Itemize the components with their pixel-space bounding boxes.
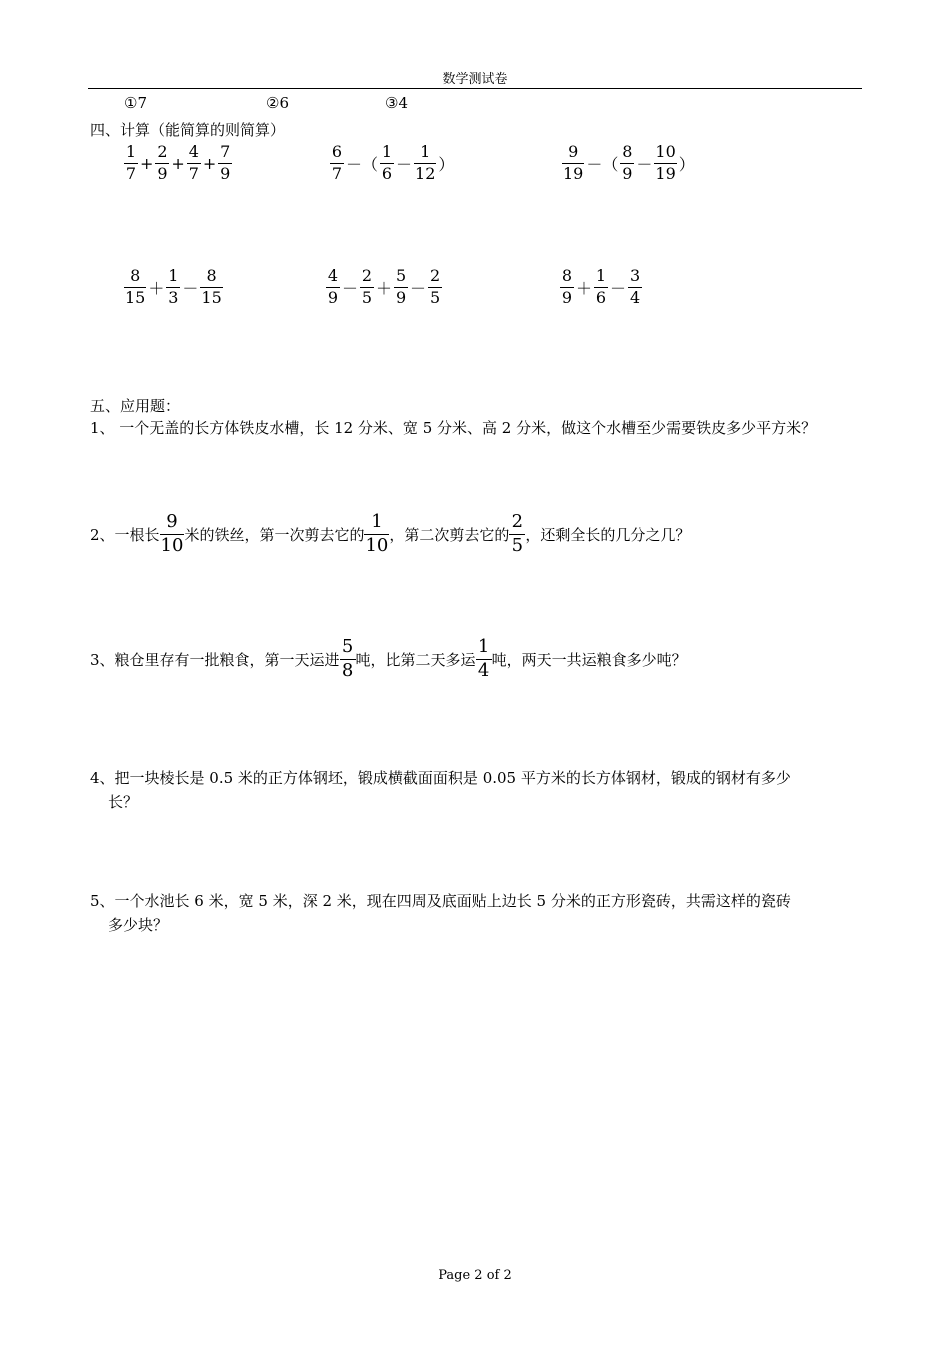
fraction — [160, 513, 185, 556]
numerator: 1 — [168, 266, 179, 285]
fraction — [654, 144, 676, 183]
numerator: 1 — [381, 142, 393, 161]
fraction — [218, 144, 232, 183]
denominator: 3 — [168, 287, 179, 307]
question-text: 米的铁丝，第一次剪去它的 — [184, 525, 365, 544]
numerator: 4 — [188, 142, 199, 161]
fraction — [124, 144, 138, 183]
operator: + — [202, 153, 217, 173]
denominator: 4 — [476, 659, 492, 681]
denominator: 9 — [157, 163, 168, 183]
fraction — [200, 268, 222, 307]
numerator: 1 — [477, 636, 490, 657]
fraction — [124, 268, 146, 307]
fraction — [509, 513, 525, 556]
fraction — [326, 268, 340, 307]
expr-6 — [560, 268, 642, 307]
operator: －（ — [586, 154, 619, 174]
question-4-line-2: 长？ — [108, 793, 139, 811]
option-2: ②6 — [266, 94, 289, 112]
operator: ＋ — [376, 278, 393, 298]
expr-4 — [124, 268, 223, 307]
denominator: 5 — [429, 287, 441, 307]
denominator: 6 — [381, 163, 393, 183]
fraction — [155, 144, 169, 183]
denominator: 7 — [188, 163, 199, 183]
operator: ＋ — [148, 278, 165, 298]
denominator: 4 — [629, 287, 641, 307]
expr-1 — [124, 144, 232, 183]
operator: － — [636, 154, 653, 174]
denominator: 15 — [201, 287, 222, 307]
numerator: 5 — [341, 636, 354, 657]
denominator: 10 — [365, 534, 389, 556]
denominator: 7 — [125, 163, 137, 183]
question-5-line-1: 5、一个水池长 6 米，宽 5 米，深 2 米，现在四周及底面贴上边长 5 分米的正方形瓷砖，共需这样的瓷砖 — [90, 892, 791, 910]
numerator: 5 — [395, 266, 407, 285]
fraction — [620, 144, 634, 183]
operator: － — [342, 278, 359, 298]
fraction — [380, 144, 394, 183]
denominator: 8 — [340, 659, 356, 681]
operator: ） — [678, 154, 695, 174]
denominator: 9 — [327, 287, 339, 307]
numerator: 1 — [595, 266, 607, 285]
denominator: 19 — [563, 163, 584, 183]
question-2 — [90, 513, 690, 556]
question-text: ，第二次剪去它的 — [389, 525, 510, 544]
fraction — [414, 144, 436, 183]
numerator: 2 — [361, 266, 373, 285]
fraction — [562, 144, 584, 183]
numerator: 9 — [166, 511, 178, 532]
header-title: 数学测试卷 — [442, 72, 508, 87]
expr-2 — [330, 144, 456, 183]
operator: + — [171, 153, 185, 173]
expr-5 — [326, 268, 442, 307]
fraction — [340, 638, 356, 681]
numerator: 9 — [568, 142, 579, 161]
fraction — [166, 268, 180, 307]
question-text: 2、一根长 — [90, 525, 160, 544]
option-1: ①7 — [124, 94, 147, 112]
fraction — [394, 268, 408, 307]
denominator: 5 — [361, 287, 373, 307]
numerator: 3 — [629, 266, 641, 285]
operator: － — [396, 154, 413, 174]
page-footer: Page 2 of 2 — [438, 1268, 512, 1283]
question-5-line-2: 多少块？ — [108, 916, 169, 934]
header-rule — [88, 88, 862, 89]
fraction — [428, 268, 442, 307]
question-1: 1、 一个无盖的长方体铁皮水槽，长 12 分米、宽 5 分米、高 2 分米，做这个水槽至少需要铁皮多少平方米？ — [90, 419, 817, 437]
numerator: 8 — [622, 142, 633, 161]
operator: －（ — [346, 154, 379, 174]
fraction — [594, 268, 608, 307]
numerator: 7 — [220, 142, 231, 161]
section4-title: 四、计算（能简算的则简算） — [90, 121, 286, 139]
question-text: 3、粮仓里存有一批粮食，第一天运进 — [90, 650, 340, 669]
operator: ＋ — [576, 278, 593, 298]
operator: ） — [438, 154, 455, 174]
denominator: 10 — [160, 534, 184, 556]
option-3: ③4 — [385, 94, 408, 112]
fraction — [187, 144, 201, 183]
numerator: 10 — [655, 142, 676, 161]
fraction — [360, 268, 374, 307]
fraction — [330, 144, 344, 183]
numerator: 8 — [130, 266, 141, 285]
operator: － — [182, 278, 199, 298]
fraction — [364, 513, 389, 556]
denominator: 9 — [561, 287, 573, 307]
numerator: 6 — [331, 142, 343, 161]
numerator: 2 — [157, 142, 168, 161]
numerator: 4 — [327, 266, 339, 285]
fraction — [560, 268, 574, 307]
numerator: 2 — [429, 266, 441, 285]
question-4-line-1: 4、把一块棱长是 0.5 米的正方体钢坯，锻成横截面面积是 0.05 平方米的长方体钢材，锻成的钢材有多少 — [90, 769, 791, 787]
operator: － — [610, 278, 627, 298]
numerator: 1 — [125, 142, 137, 161]
numerator: 2 — [511, 511, 524, 532]
denominator: 9 — [220, 163, 231, 183]
question-text: 吨，两天一共运粮食多少吨？ — [491, 650, 687, 669]
denominator: 6 — [595, 287, 607, 307]
denominator: 5 — [509, 534, 525, 556]
denominator: 19 — [655, 163, 676, 183]
question-text: 吨，比第二天多运 — [355, 650, 476, 669]
operator: + — [140, 153, 154, 173]
numerator: 8 — [206, 266, 217, 285]
numerator: 1 — [420, 142, 431, 161]
denominator: 12 — [415, 163, 436, 183]
numerator: 8 — [561, 266, 573, 285]
denominator: 15 — [125, 287, 146, 307]
numerator: 1 — [371, 511, 383, 532]
denominator: 7 — [331, 163, 343, 183]
question-3 — [90, 638, 687, 681]
question-text: ，还剩全长的几分之几？ — [525, 525, 691, 544]
denominator: 9 — [622, 163, 633, 183]
fraction — [628, 268, 642, 307]
section5-title: 五、应用题： — [90, 397, 181, 415]
operator: － — [410, 278, 427, 298]
denominator: 9 — [395, 287, 407, 307]
expr-3 — [562, 144, 697, 183]
fraction — [476, 638, 492, 681]
